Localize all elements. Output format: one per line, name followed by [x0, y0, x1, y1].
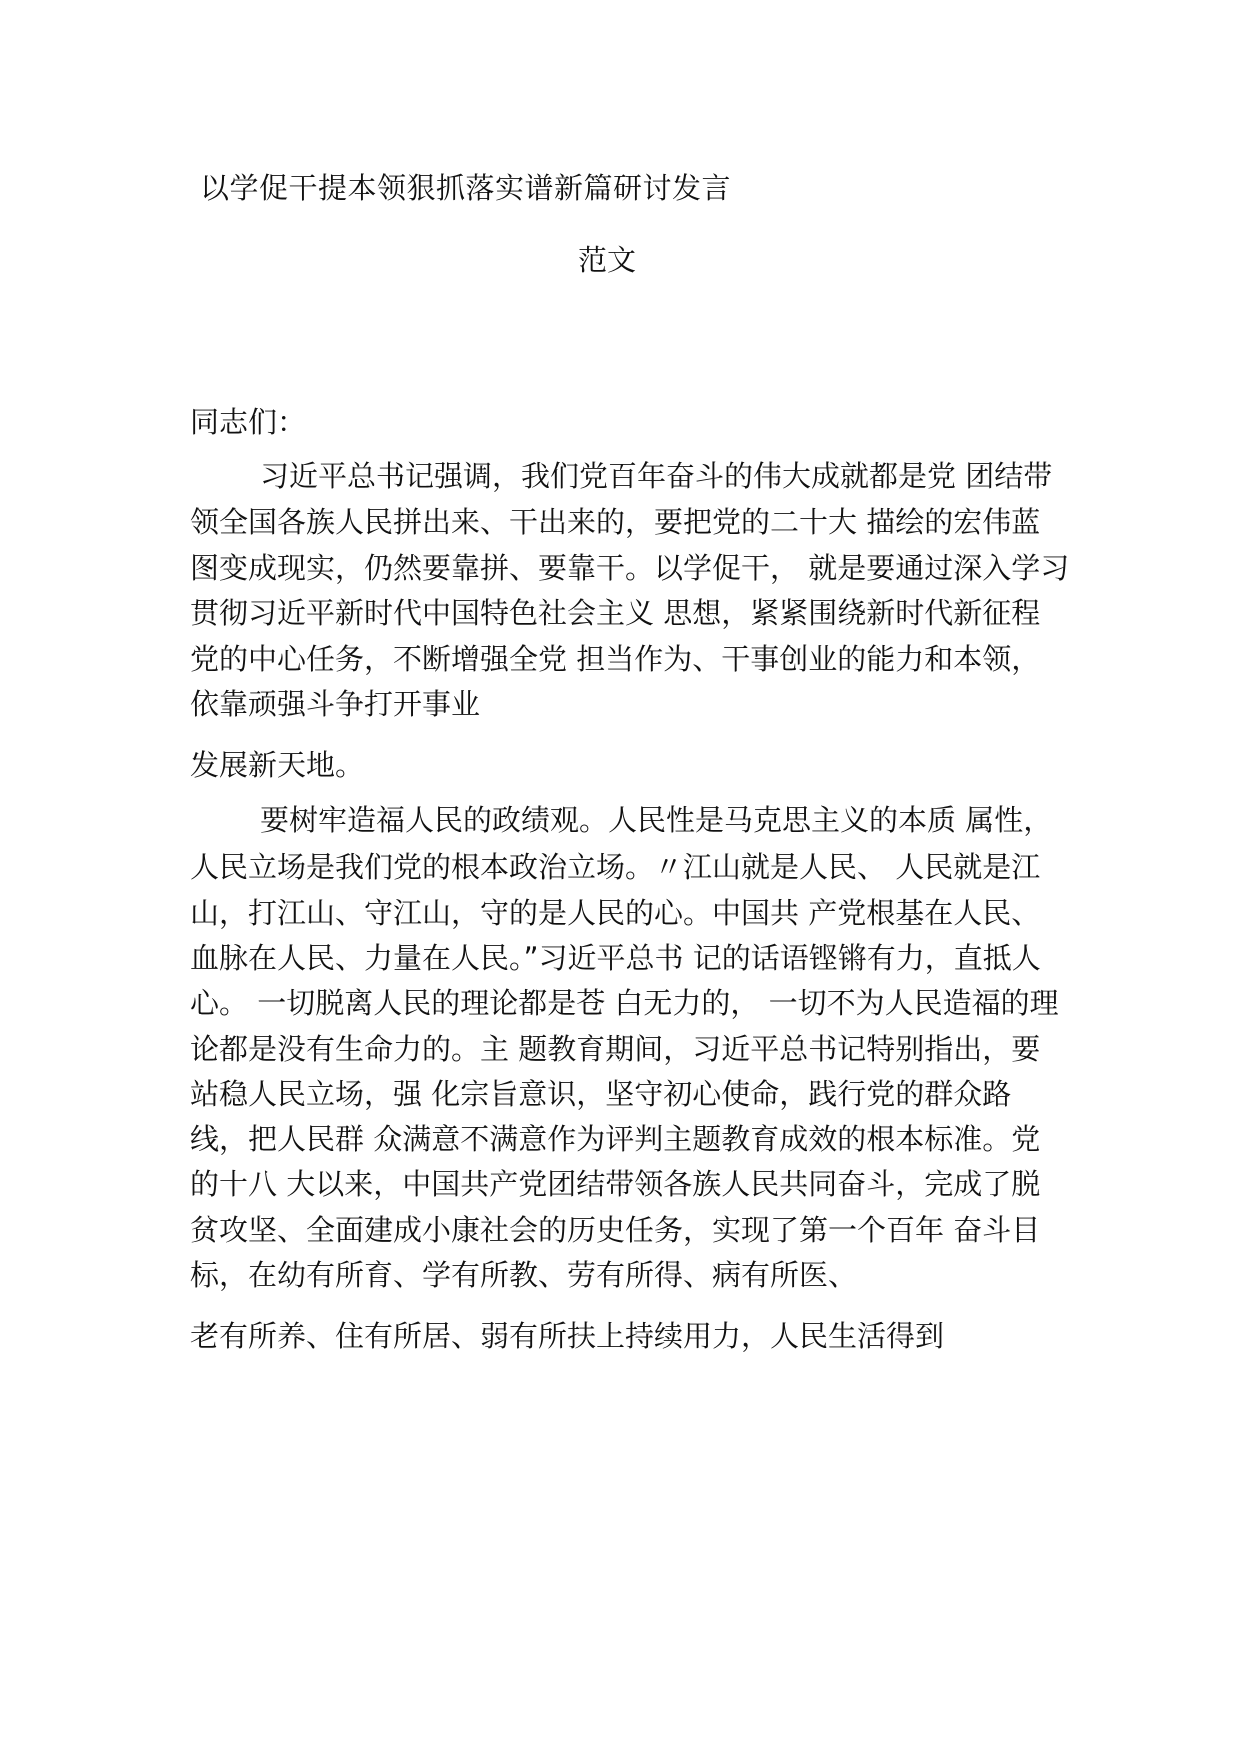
paragraph-line: 要树牢造福人民的政绩观。人民性是马克思主义的本质 属性， — [260, 803, 1053, 837]
paragraph-line: 心。 一切脱离人民的理论都是苍 白无力的， 一切不为人民造福的理 — [190, 986, 1059, 1020]
paragraph-line: 线，把人民群 众满意不满意作为评判主题教育成效的根本标准。党 — [190, 1122, 1041, 1156]
paragraph-line: 依靠顽强斗争打开事业 — [190, 687, 481, 721]
paragraph-line: 发展新天地。 — [190, 748, 365, 782]
paragraph-line: 山，打江山、守江山，守的是人民的心。中国共 产党根基在人民、 — [190, 896, 1041, 930]
paragraph-line: 站稳人民立场，强 化宗旨意识，坚守初心使命，践行党的群众路 — [190, 1077, 1012, 1111]
document-title: 以学促干提本领狠抓落实谱新篇研讨发言 — [200, 171, 732, 205]
greeting: 同志们： — [190, 405, 307, 439]
paragraph-line: 标，在幼有所育、学有所教、劳有所得、病有所医、 — [190, 1258, 858, 1292]
paragraph-line: 老有所养、住有所居、弱有所扶上持续用力，人民生活得到 — [190, 1319, 945, 1353]
document-subtitle: 范文 — [578, 243, 637, 277]
paragraph-line: 人民立场是我们党的根本政治立场。〃江山就是人民、 人民就是江 — [190, 850, 1041, 884]
paragraph-line: 的十八 大以来，中国共产党团结带领各族人民共同奋斗，完成了脱 — [190, 1167, 1041, 1201]
paragraph-line: 血脉在人民、力量在人民。”习近平总书 记的话语铿锵有力，直抵人 — [190, 941, 1041, 975]
paragraph-line: 图变成现实，仍然要靠拼、要靠干。以学促干， 就是要通过深入学习 — [190, 551, 1070, 585]
paragraph-line: 贫攻坚、全面建成小康社会的历史任务，实现了第一个百年 奋斗目 — [190, 1213, 1041, 1247]
paragraph-line: 论都是没有生命力的。主 题教育期间，习近平总书记特别指出，要 — [190, 1032, 1041, 1066]
paragraph-line: 习近平总书记强调，我们党百年奋斗的伟大成就都是党 团结带 — [260, 459, 1053, 493]
paragraph-line: 领全国各族人民拼出来、干出来的，要把党的二十大 描绘的宏伟蓝 — [190, 505, 1041, 539]
paragraph-line: 贯彻习近平新时代中国特色社会主义 思想，紧紧围绕新时代新征程 — [190, 596, 1041, 630]
paragraph-line: 党的中心任务，不断增强全党 担当作为、干事创业的能力和本领， — [190, 642, 1041, 676]
